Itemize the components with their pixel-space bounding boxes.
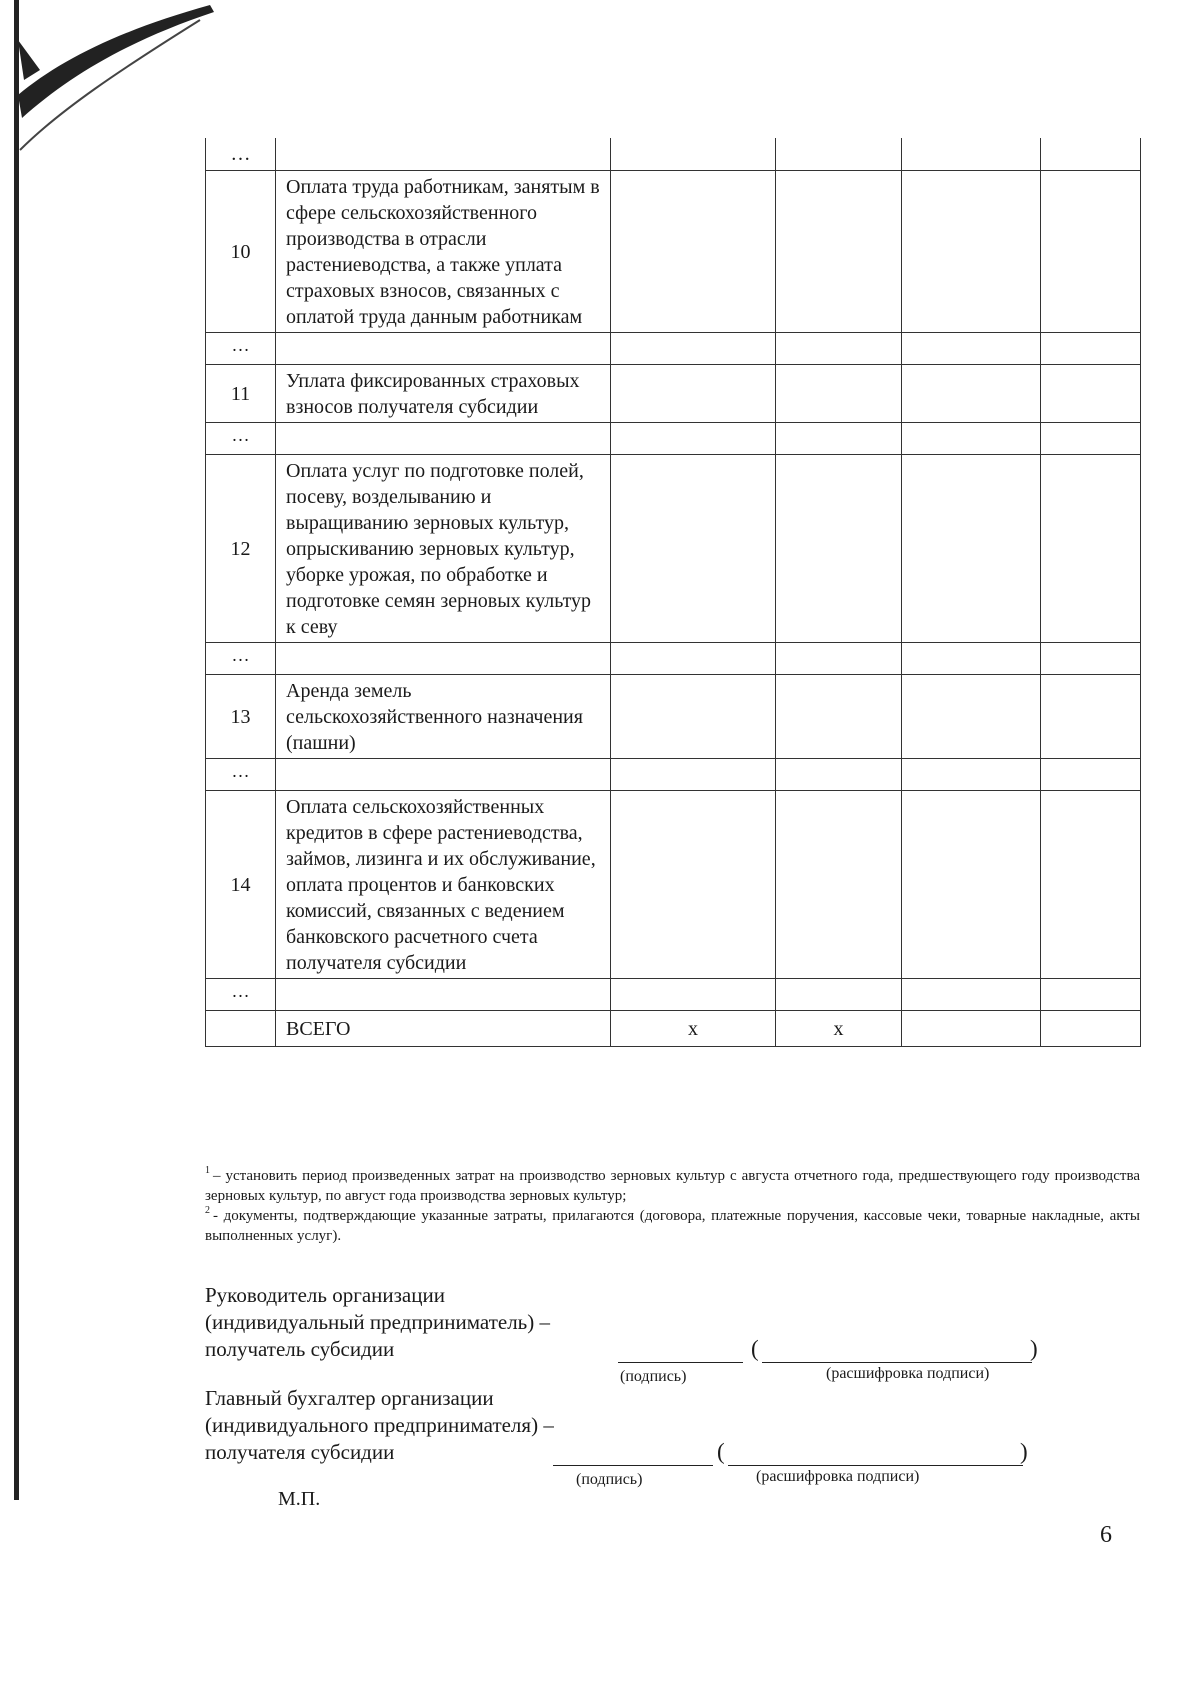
- table-row: [206, 171, 1141, 333]
- description-cell: [276, 643, 611, 675]
- value-cell: [902, 423, 1041, 455]
- value-cell: [611, 365, 776, 423]
- table-row-ellipsis: [206, 979, 1141, 1011]
- head-title-line2: (индивидуальный предприниматель) –: [205, 1310, 550, 1334]
- value-cell: [611, 979, 776, 1011]
- row-number-cell: …: [206, 423, 276, 455]
- description-cell: [276, 979, 611, 1011]
- binder-edge-mark: [14, 0, 19, 1500]
- value-cell: [611, 455, 776, 643]
- head-paren-open: (: [751, 1336, 759, 1361]
- row-number-cell: 10: [206, 171, 276, 333]
- row-number-cell: …: [206, 979, 276, 1011]
- value-cell: [1041, 675, 1141, 759]
- value-cell: [902, 675, 1041, 759]
- head-paren-close: ): [1030, 1336, 1038, 1361]
- row-number-cell: 11: [206, 365, 276, 423]
- value-cell: [776, 423, 902, 455]
- table-row-ellipsis: [206, 423, 1141, 455]
- value-cell: [1041, 979, 1141, 1011]
- value-cell: [776, 455, 902, 643]
- row-number-cell: …: [206, 138, 276, 171]
- table-row-ellipsis: [206, 643, 1141, 675]
- total-value-x: x: [611, 1011, 776, 1047]
- total-label: ВСЕГО: [276, 1011, 611, 1047]
- accountant-sign-caption: (подпись): [576, 1471, 643, 1488]
- value-cell: [902, 791, 1041, 979]
- accountant-title-line1: Главный бухгалтер организации: [205, 1386, 494, 1410]
- binder-corner-mark: [0, 0, 230, 160]
- row-number-cell: 13: [206, 675, 276, 759]
- value-cell: [902, 759, 1041, 791]
- accountant-title-line2: (индивидуального предпринимателя) –: [205, 1413, 554, 1437]
- description-cell: [276, 138, 611, 171]
- table-row: [206, 365, 1141, 423]
- accountant-paren-open: (: [717, 1439, 725, 1464]
- value-cell: [611, 675, 776, 759]
- value-cell: [1041, 171, 1141, 333]
- footnote-2-mark: 2: [205, 1205, 210, 1216]
- accountant-paren-close: ): [1020, 1439, 1028, 1464]
- total-value-cell: [1041, 1011, 1141, 1047]
- description-cell: Аренда земель сельскохозяйственного назначения (пашни): [276, 675, 611, 759]
- value-cell: [1041, 138, 1141, 171]
- value-cell: [611, 333, 776, 365]
- page-number: 6: [1100, 1522, 1112, 1548]
- value-cell: [776, 791, 902, 979]
- head-sign-caption: (подпись): [620, 1368, 687, 1385]
- value-cell: [611, 171, 776, 333]
- row-number-cell: …: [206, 333, 276, 365]
- expenses-table-body: [206, 138, 1141, 1047]
- footnote-1-mark: 1: [205, 1165, 210, 1176]
- table-row: [206, 455, 1141, 643]
- description-cell: Оплата сельскохозяйственных кредитов в сфере растениеводства, займов, лизинга и их обслуживание, оплата процентов и банковских комиссий, связанных с ведением банковского расчетного счета получателя субсидии: [276, 791, 611, 979]
- value-cell: [902, 138, 1041, 171]
- value-cell: [611, 138, 776, 171]
- table-row-ellipsis: [206, 759, 1141, 791]
- total-value-x: x: [776, 1011, 902, 1047]
- table-row-continued: [206, 138, 1141, 171]
- table-row-total: [206, 1011, 1141, 1047]
- value-cell: [1041, 791, 1141, 979]
- value-cell: [1041, 365, 1141, 423]
- footnote-2: [205, 1206, 1140, 1246]
- accountant-title-line3: получателя субсидии: [205, 1440, 395, 1464]
- table-row: [206, 791, 1141, 979]
- description-cell: Оплата услуг по подготовке полей, посеву, возделыванию и выращиванию зерновых культур, опрыскиванию зерновых культур, уборке урожая, по обработке и подготовке семян зерновых культур к севу: [276, 455, 611, 643]
- value-cell: [1041, 759, 1141, 791]
- value-cell: [902, 643, 1041, 675]
- row-number-cell: …: [206, 643, 276, 675]
- row-number-cell: 14: [206, 791, 276, 979]
- value-cell: [776, 171, 902, 333]
- footnote-2-text: - документы, подтверждающие указанные затраты, прилагаются (договора, платежные поручения, кассовые чеки, товарные накладные, акты выполненных услуг).: [205, 1208, 1140, 1244]
- value-cell: [776, 979, 902, 1011]
- value-cell: [902, 333, 1041, 365]
- value-cell: [902, 365, 1041, 423]
- value-cell: [611, 643, 776, 675]
- value-cell: [902, 979, 1041, 1011]
- description-cell: [276, 423, 611, 455]
- accountant-decode-caption: (расшифровка подписи): [756, 1468, 920, 1485]
- footnotes: [205, 1166, 1140, 1246]
- footnote-1: [205, 1166, 1140, 1206]
- total-value-cell: [902, 1011, 1041, 1047]
- row-number-cell: [206, 1011, 276, 1047]
- row-number-cell: …: [206, 759, 276, 791]
- value-cell: [611, 759, 776, 791]
- value-cell: [902, 455, 1041, 643]
- footnote-1-text: – установить период произведенных затрат на производство зерновых культур с августа отчетного года, предшествующего году производства зерновых культур, по август года производства зерновых культур;: [205, 1168, 1140, 1204]
- row-number-cell: 12: [206, 455, 276, 643]
- expenses-table: [205, 138, 1141, 1047]
- value-cell: [776, 759, 902, 791]
- value-cell: [776, 675, 902, 759]
- value-cell: [776, 365, 902, 423]
- table-row-ellipsis: [206, 333, 1141, 365]
- description-cell: Уплата фиксированных страховых взносов получателя субсидии: [276, 365, 611, 423]
- value-cell: [611, 423, 776, 455]
- description-cell: Оплата труда работникам, занятым в сфере сельскохозяйственного производства в отрасли растениеводства, а также уплата страховых взносов, связанных с оплатой труда данным работникам: [276, 171, 611, 333]
- description-cell: [276, 333, 611, 365]
- head-title-line3: получатель субсидии: [205, 1337, 395, 1361]
- stamp-place-label: М.П.: [278, 1488, 321, 1510]
- description-cell: [276, 759, 611, 791]
- head-decode-caption: (расшифровка подписи): [826, 1365, 990, 1382]
- value-cell: [611, 791, 776, 979]
- head-title-line1: Руководитель организации: [205, 1283, 445, 1307]
- value-cell: [1041, 333, 1141, 365]
- table-row: [206, 675, 1141, 759]
- value-cell: [902, 171, 1041, 333]
- value-cell: [776, 333, 902, 365]
- value-cell: [1041, 455, 1141, 643]
- value-cell: [1041, 643, 1141, 675]
- value-cell: [776, 643, 902, 675]
- value-cell: [776, 138, 902, 171]
- value-cell: [1041, 423, 1141, 455]
